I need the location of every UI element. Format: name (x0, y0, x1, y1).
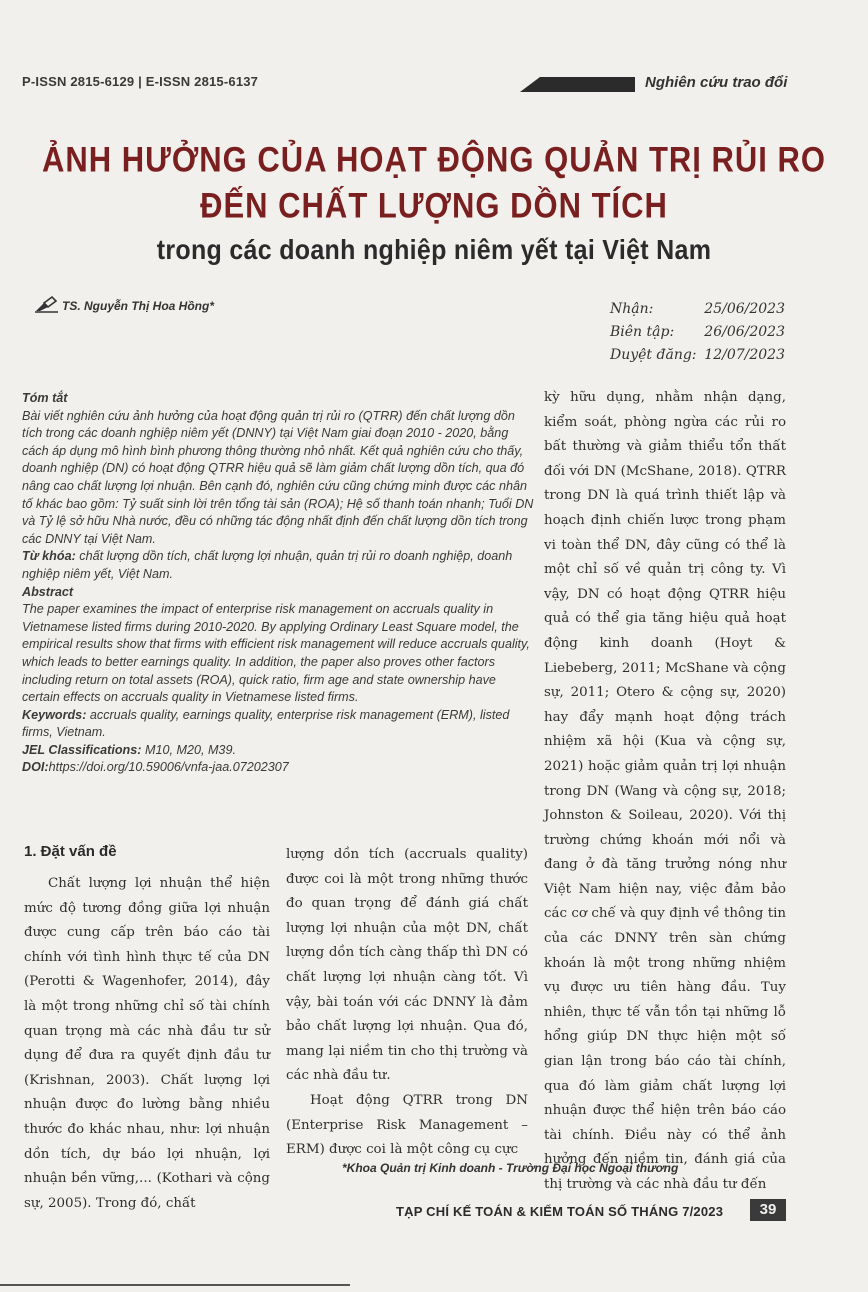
abstract-block (22, 390, 534, 777)
submission-dates (610, 298, 785, 367)
journal-footer: TẠP CHÍ KẾ TOÁN & KIỂM TOÁN SỐ THÁNG 7/2023 (396, 1204, 724, 1219)
author-name: TS. Nguyễn Thị Hoa Hồng* (62, 299, 214, 313)
abstract-heading: Abstract (22, 584, 74, 599)
date-received: Nhận: 25/06/2023 (610, 301, 785, 317)
paragraph: Chất lượng lợi nhuận thể hiện mức độ tương đồng giữa lợi nhuận được cung cấp trên báo cáo tài chính với tình hình thực tế của DN (Perotti & Wagenhofer, 2014), đây là một trong những chỉ số tài chính quan trọng mà các nhà đầu tư sử dụng để đưa ra quyết định đầu tư (Krishnan, 2003). Chất lượng lợi nhuận được đo lường bằng nhiều thước đo khác nhau, như: lợi nhuận dồn tích, dự báo lợi nhuận, lợi nhuận bền vững,... (Kothari và cộng sự, 2005). Trong đó, chất (24, 876, 270, 1211)
section-label: Nghiên cứu trao đổi (645, 74, 788, 91)
title-line-3: trong các doanh nghiệp niêm yết tại Việt Nam (156, 234, 712, 266)
tomtat-heading: Tóm tắt (22, 391, 68, 405)
page-number: 39 (750, 1199, 786, 1221)
section-heading-1: 1. Đặt vấn đề (24, 843, 117, 860)
paragraph: lượng dồn tích (accruals quality) được coi là một trong những thước đo quan trọng để đánh giá chất lượng lợi nhuận của một DN, chất lượng dồn tích càng thấp thì DN có chất lượng lợi nhuận càng tốt. Vì vậy, bài toán với các DNNY là đảm bảo chất lượng lợi nhuận. Qua đó, mang lại niềm tin cho thị trường và các nhà đầu tư. (286, 847, 528, 1084)
title-line-1: ẢNH HƯỞNG CỦA HOẠT ĐỘNG QUẢN TRỊ RỦI RO (41, 139, 827, 180)
date-edited: Biên tập: 26/06/2023 (610, 324, 785, 340)
abstract-text: The paper examines the impact of enterprise risk management on accruals quality in Vietnamese listed firms during 2010-2020. By applying Ordinary Least Square model, the empirical results show that firms with efficient risk management will reduce accruals quality, which leads to better earnings quality. In addition, the paper also proves other factors including return on total assets (ROA), quick ratio, firm age and state ownership have certain effects on accruals quality in Vietnamese listed firms. (22, 602, 530, 705)
issn-header: P-ISSN 2815-6129 | E-ISSN 2815-6137 (22, 74, 259, 89)
doi[interactable]: DOI:https://doi.org/10.59006/vnfa-jaa.07202307 (22, 760, 289, 775)
jel: JEL Classifications: M10, M20, M39. (22, 742, 236, 757)
paragraph: kỳ hữu dụng, nhằm nhận dạng, kiểm soát, phòng ngừa các rủi ro bất thường và giảm thiểu tổn thất đối với DN (McShane, 2018). QTRR trong DN là quá trình thiết lập và hoạch định chiến lược trong phạm vi toàn thể DN, đây cũng có thể là một chỉ số về quản trị công ty. Vì vậy, DN có hoạt động QTRR hiệu quả có thể gia tăng hiệu quả hoạt động kinh doanh (Hoyt & Liebeberg, 2011; McShane và cộng sự, 2011; Otero & cộng sự, 2020) hay đẩy mạnh hoạt động trách nhiệm xã hội (Kua và cộng sự, 2021) hoặc giảm quản trị lợi nhuận trong DN (Wang và cộng sự, 2018; Johnston & Soileau, 2020). Với thị trường chứng khoán mới nổi và đang ở đà tăng trưởng nóng như Việt Nam hiện nay, việc đảm bảo các cơ chế và quy định về thông tin của các DNNY trên sàn chứng khoán là một trong những nhiệm vụ được ưu tiên hàng đầu. Tuy nhiên, thực tế vẫn tồn tại những lỗ hổng giúp DN thực hiện một số gian lận trong báo cáo tài chính, qua đó làm giảm chất lượng lợi nhuận được thể hiện trên báo cáo tài chính. Điều này có thể ảnh hưởng đến niềm tin, đánh giá của thị trường và các nhà đầu tư đến (544, 390, 786, 1192)
keywords: Keywords: accruals quality, earnings quality, enterprise risk management (ERM), listed firms, Vietnam. (22, 707, 510, 740)
paragraph: Hoạt động QTRR trong DN (Enterprise Risk Management – ERM) được coi là một công cụ cực (286, 1092, 528, 1158)
author-affiliation: *Khoa Quản trị Kinh doanh - Trường Đại học Ngoại thương (342, 1161, 679, 1175)
body-column-1 (24, 872, 270, 1216)
title-line-2: ĐẾN CHẤT LƯỢNG DỒN TÍCH (200, 185, 668, 226)
body-column-2 (286, 843, 528, 1163)
tukhoa: Từ khóa: chất lượng dồn tích, chất lượng lợi nhuận, quản trị rủi ro doanh nghiệp, doanh nghiệp niêm yết, Việt Nam. (22, 549, 513, 581)
pen-icon (34, 295, 60, 313)
body-column-3 (544, 386, 786, 1198)
tomtat-text: Bài viết nghiên cứu ảnh hưởng của hoạt động quản trị rủi ro (QTRR) đến chất lượng dồn tích trong các doanh nghiệp niêm yết (DNNY) tại Việt Nam giai đoạn 2010 - 2020, bằng cách áp dụng mô hình bình phương thông thường nhỏ nhất. Kết quả nghiên cứu cho thấy, doanh nghiệp (DN) có hoạt động QTRR hiệu quả sẽ làm giảm chất lượng dồn tích, qua đó nâng cao chất lượng lợi nhuận. Bên cạnh đó, nghiên cứu cũng chứng minh được các nhân tố khác bao gồm: Tỷ suất sinh lời trên tổng tài sản (ROA); Hệ số thanh toán nhanh; Tuổi DN và Tỷ lệ sở hữu Nhà nước, đều có những tác động nhất định đến chất lượng dồn tích trong các DNNY tại Việt Nam. (22, 408, 534, 546)
divider (0, 1284, 350, 1286)
date-approved: Duyệt đăng: 12/07/2023 (610, 347, 785, 363)
section-bar (540, 77, 635, 92)
